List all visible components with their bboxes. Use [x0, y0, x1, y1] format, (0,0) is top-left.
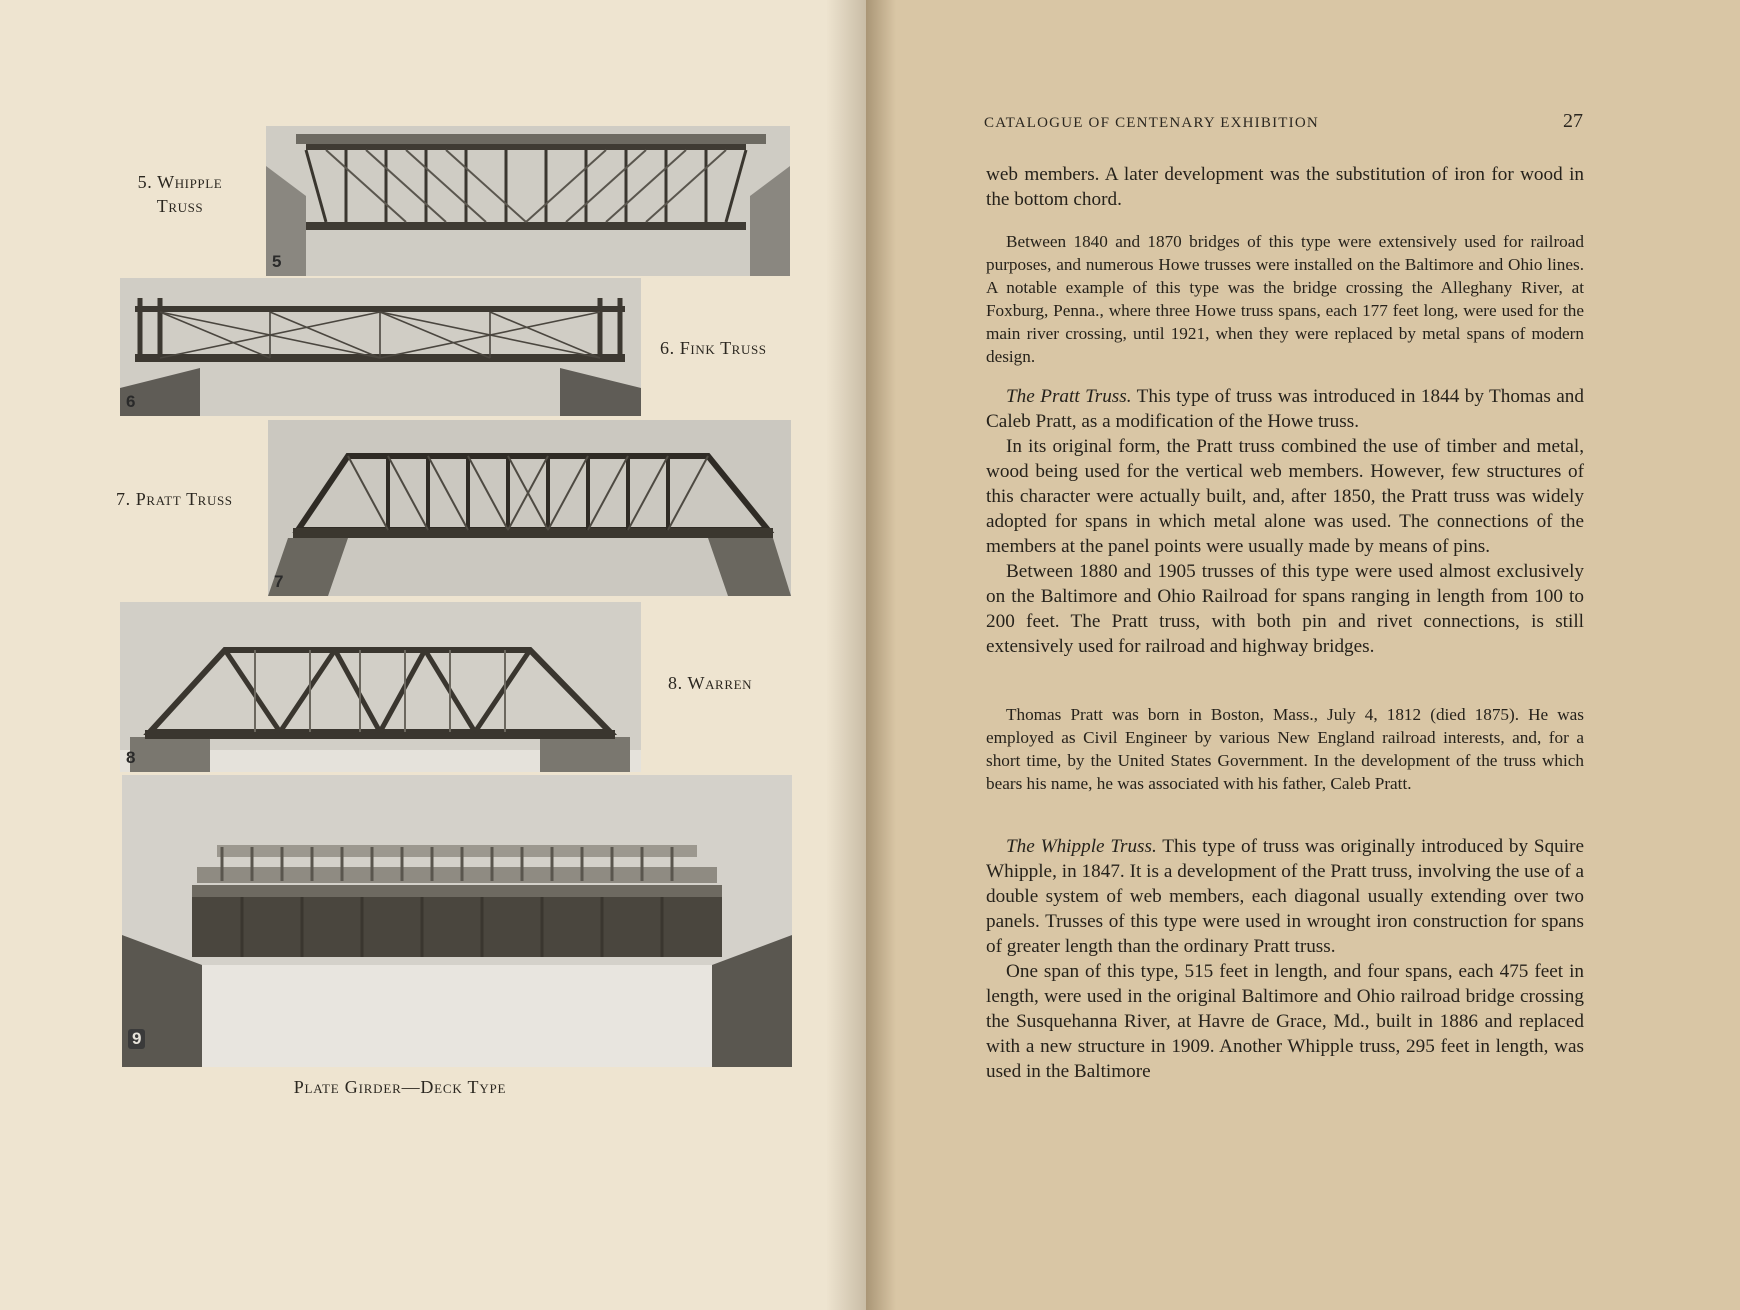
caption-whipple-line1: 5. Whipple	[137, 172, 223, 192]
paragraph-2	[986, 230, 1584, 368]
plate-number-8: 8	[126, 748, 136, 767]
photo-fink-truss	[120, 278, 641, 416]
paragraph-3-text: This type of truss was introduced in 1844 by Thomas and Caleb Pratt, as a modification of the Howe truss.	[986, 386, 1584, 432]
plate-number-7: 7	[274, 572, 284, 591]
plate-number-6: 6	[126, 392, 136, 411]
paragraph-7-text: This type of truss was originally introduced by Squire Whipple, in 1847. It is a development of the Pratt truss, involving the use of a double system of web members, each diagonal usually extending over two panels. Trusses of this type were used in wrought iron construction for spans of greater length than the ordinary Pratt truss.	[986, 836, 1584, 957]
photo-pratt-truss	[268, 420, 791, 596]
caption-whipple-truss	[120, 170, 240, 218]
whipple-truss-heading: The Whipple Truss.	[1006, 836, 1157, 857]
page-number: 27	[1563, 110, 1583, 132]
plate-number-5: 5	[272, 252, 282, 271]
left-page	[0, 0, 866, 1310]
section-whipple-truss	[986, 834, 1584, 1084]
paragraph-3	[986, 384, 1584, 434]
paragraph-5: Between 1880 and 1905 trusses of this type were used almost exclusively on the Baltimore and Ohio Railroad for spans ranging in length from 100 to 200 feet. The Pratt truss, with both pin and rivet connections, is still extensively used for railroad and highway bridges.	[986, 561, 1584, 657]
pratt-truss-heading: The Pratt Truss.	[1006, 386, 1132, 407]
paragraph-6-text: Thomas Pratt was born in Boston, Mass., July 4, 1812 (died 1875). He was employed as Civil Engineer by various New England railroad interests, and, for a short time, by the United States Government. In the development of the truss which bears his name, he was associated with his father, Caleb Pratt.	[986, 705, 1584, 793]
caption-whipple-line2: Truss	[156, 196, 204, 216]
plate-number-9: 9	[128, 1029, 145, 1049]
caption-fink-truss: 6. Fink Truss	[660, 338, 767, 358]
photo-plate-girder	[122, 775, 792, 1067]
paragraph-8: One span of this type, 515 feet in length, and four spans, each 475 feet in length, were used in the original Baltimore and Ohio railroad bridge crossing the Susquehanna River, at Havre de Grace, Md., built in 1886 and replaced with a new structure in 1909. Another Whipple truss, 295 feet in length, was used in the Baltimore	[986, 961, 1584, 1082]
paragraph-2-text: Between 1840 and 1870 bridges of this type were extensively used for railroad purposes, and numerous Howe trusses were installed on the Baltimore and Ohio lines. A notable example of this type was the bridge crossing the Alleghany River, at Foxburg, Penna., where three Howe truss spans, each 177 feet long, were used for the main river crossing, until 1921, when they were replaced by metal spans of modern design.	[986, 232, 1584, 366]
caption-warren-truss: 8. Warren	[668, 673, 753, 693]
photo-whipple-truss	[266, 126, 790, 276]
caption-plate-girder: Plate Girder—Deck Type	[293, 1077, 507, 1097]
section-pratt-truss	[986, 384, 1584, 659]
running-head: CATALOGUE OF CENTENARY EXHIBITION	[984, 115, 1319, 131]
paragraph-1-text: web members. A later development was the substitution of iron for wood in the bottom chord.	[986, 164, 1584, 210]
paragraph-1	[986, 162, 1584, 212]
paragraph-4: In its original form, the Pratt truss combined the use of timber and metal, wood being used for the vertical web members. However, few structures of this character were actually built, and, after 1850, the Pratt truss was widely adopted for spans in which metal alone was used. The connections of the members at the panel points were usually made by means of pins.	[986, 436, 1584, 557]
paragraph-7	[986, 834, 1584, 959]
right-page	[866, 0, 1740, 1310]
photo-warren-truss	[120, 602, 641, 772]
paragraph-6	[986, 703, 1584, 795]
caption-pratt-truss: 7. Pratt Truss	[116, 489, 233, 509]
